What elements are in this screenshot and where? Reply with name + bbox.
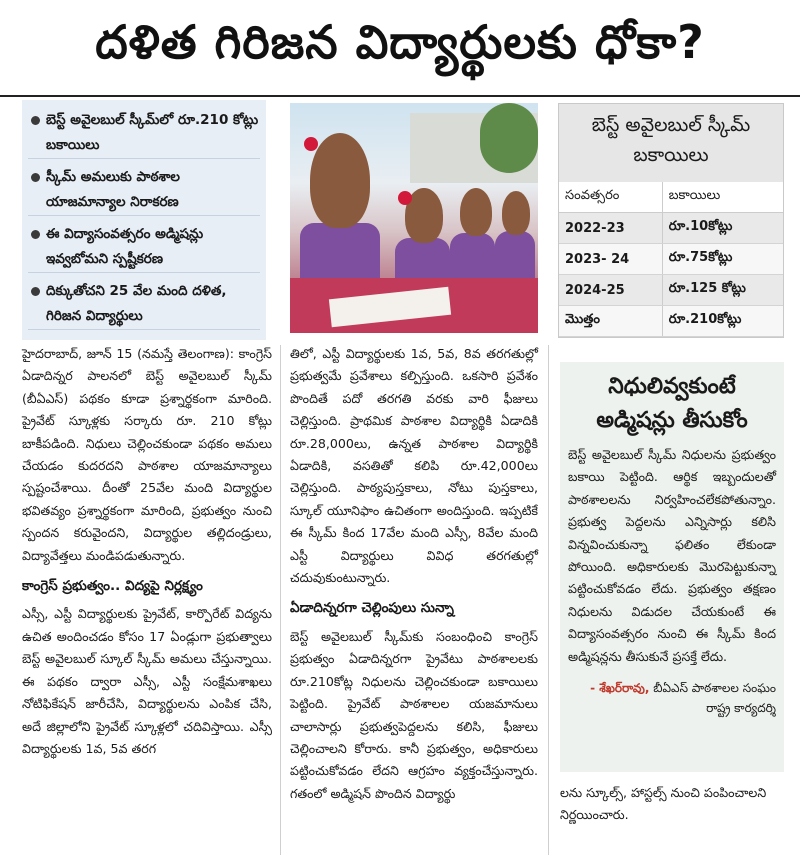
article-column-1: [22, 343, 272, 763]
signature-name: - శేఖర్‌రావు,: [590, 681, 650, 696]
table-cell: 2023- 24: [559, 244, 662, 275]
table-cell: రూ.125 కోట్లు: [662, 275, 783, 306]
quote-sidebar: [560, 362, 784, 772]
table-header: బకాయిలు: [662, 182, 783, 213]
sidebar-heading: నిధులివ్వకుంటే అడ్మిషన్లు తీసుకోం: [596, 374, 748, 433]
signature-role: బీఏఎస్ పాఠశాలల సంఘం రాష్ట్ర కార్యదర్శి: [653, 681, 776, 716]
headline: దళిత గిరిజన విద్యార్థులకు ధోకా?: [95, 14, 705, 69]
highlight-item: దిక్కుతోచని 25 వేల మంది దళిత, గిరిజన విద్యార్థులు: [28, 279, 260, 330]
column-divider: [280, 345, 281, 855]
table-cell: మొత్తం: [559, 306, 662, 337]
highlight-item: స్కీమ్ అమలుకు పాఠశాల యాజమాన్యాల నిరాకరణ: [28, 165, 260, 216]
dues-table-title: బెస్ట్ అవైలబుల్ స్కీమ్ బకాయిలు: [559, 104, 783, 182]
table-cell: రూ.210కోట్లు: [662, 306, 783, 337]
article-continuation: లను స్కూల్స్, హాస్టల్స్ నుంచి పంపించాలని నిర్ణయించారు.: [560, 785, 767, 823]
table-cell: రూ.75కోట్లు: [662, 244, 783, 275]
students-photo: [290, 103, 538, 333]
paragraph: తిలో, ఎస్టీ విద్యార్థులకు 1వ, 5వ, 8వ తరగతుల్లో ప్రభుత్వమే ప్రవేశాలు కల్పిస్తుంది. ఒకసారి ప్రవేశం పొందితే పదో తరగతి వరకు వారి ఫీజులు చెల్లిస్తుంది. ప్రాథమిక పాఠశాల విద్యార్థికి ఏడాదికి రూ.28,000లు, ఉన్నత పాఠశాల విద్యార్థికి ఏడాదికి, వసతితో కలిపి రూ.42,000లు చెల్లిస్తుంది. పాఠ్యపుస్తకాలు, నోటు పుస్తకాలు, స్కూల్ యూనిఫాం ఉచితంగా అందిస్తుంది. ఇప్పటికే ఈ స్కీమ్ కింద 17వేల మంది ఎస్సీ, 8వేల మంది ఎస్టీ విద్యార్థులు వివిధ తరగతుల్లో చదువుకుంటున్నారు.: [290, 346, 538, 586]
dues-table-box: [558, 103, 784, 338]
column-divider: [548, 345, 549, 855]
table-row: [559, 244, 783, 275]
signature: [568, 678, 776, 718]
highlight-item: ఈ విద్యాసంవత్సరం అడ్మిషన్లు ఇవ్వబోమని స్పష్టీకరణ: [28, 222, 260, 273]
paragraph: బెస్ట్ అవైలబుల్ స్కీమ్‌కు సంబంధించి కాంగ్రెస్ ప్రభుత్వం ఏడాదిన్నరగా ప్రైవేటు పాఠశాలలకు రూ.210కోట్ల నిధులను చెల్లించకుండా బకాయిలు పెట్టింది. ప్రైవేట్ పాఠశాలల యజమానులు చాలాసార్లు ప్రభుత్వపెద్దలను కలిసి, ఫీజులు చెల్లించాలని కోరారు. కానీ ప్రభుత్వం, అధికారులు పట్టించుకోవడం లేదని ఆగ్రహం వ్యక్తంచేస్తున్నారు. గతంలో అడ్మిషన్ పొందిన విద్యార్థు: [290, 628, 538, 801]
table-header: సంవత్సరం: [559, 182, 662, 213]
table-row: [559, 306, 783, 337]
headline-rule: [0, 95, 800, 97]
article-column-2: [290, 343, 538, 808]
table-cell: రూ.10కోట్లు: [662, 213, 783, 244]
table-cell: 2024-25: [559, 275, 662, 306]
table-row: [559, 213, 783, 244]
table-cell: 2022-23: [559, 213, 662, 244]
subheading: కాంగ్రెస్ ప్రభుత్వం.. విద్యపై నిర్లక్ష్యం: [22, 578, 203, 595]
paragraph: ఎస్సీ, ఎస్టీ విద్యార్థులకు ప్రైవేట్, కార్పొరేట్ విద్యను ఉచిత అందించడం కోసం 17 ఏండ్లుగా ప్రభుత్వాలు బెస్ట్ అవైలబుల్ స్కూల్ స్కీమ్ అమలు చేస్తున్నాయి. ఈ పథకం ద్వారా ఎస్సీ, ఎస్టీ సంక్షేమశాఖలు నోటిఫికేషన్ జారీచేసి, విద్యార్థులను ఎంపిక చేసి, అదే జిల్లాలోని ప్రైవేట్ స్కూళ్లలో చదివిస్తాయి. ఎస్సీ విద్యార్థులకు 1వ, 5వ తరగ: [22, 606, 272, 756]
subheading: ఏడాదిన్నరగా చెల్లింపులు సున్నా: [290, 600, 454, 617]
highlight-item: బెస్ట్ అవైలబుల్ స్కీమ్‌లో రూ.210 కోట్లు బకాయిలు: [28, 108, 260, 159]
table-row: [559, 275, 783, 306]
highlights-box: [22, 100, 266, 340]
dues-table: [559, 182, 783, 337]
sidebar-body: బెస్ట్ అవైలబుల్ స్కీమ్ నిధులను ప్రభుత్వం బకాయి పెట్టింది. ఆర్థిక ఇబ్బందులతో పాఠశాలలను నిర్వహించలేకపోతున్నాం. ప్రభుత్వ పెద్దలను ఎన్నిసార్లు కలిసి విన్నవించుకున్నా ఫలితం లేకుండా పోయింది. అధికారులకు మొరపెట్టుకున్నా పట్టించుకోవడం లేదు. ప్రభుత్వం తక్షణం నిధులను విడుదల చేయకుంటే ఈ విద్యాసంవత్సరం నుంచి ఈ స్కీమ్ కింద అడ్మిషన్లను తీసుకునే ప్రసక్తే లేదు.: [568, 447, 776, 664]
paragraph: హైదరాబాద్, జూన్ 15 (నమస్తే తెలంగాణ): కాంగ్రెస్ ఏడాదిన్నర పాలనలో బెస్ట్ అవైలబుల్ స్కీమ్ (బీఏఎస్) పథకం కూడా ప్రశ్నార్థకంగా మారింది. ప్రైవేట్ స్కూళ్లకు సర్కారు రూ. 210 కోట్లు బాకీపడింది. నిధులు చెల్లించకుండా పథకం అమలు చేయడం కుదరదని పాఠశాల యాజమాన్యాలు స్పష్టంచేశాయి. దీంతో 25వేల మంది విద్యార్థుల భవితవ్యం ప్రశ్నార్థకంగా మారింది, ప్రభుత్వం నుంచి స్పందన కరువైందని, విద్యార్థుల తల్లిదండ్రులు, విద్యావేత్తలు మండిపడుతున్నారు.: [22, 346, 272, 563]
